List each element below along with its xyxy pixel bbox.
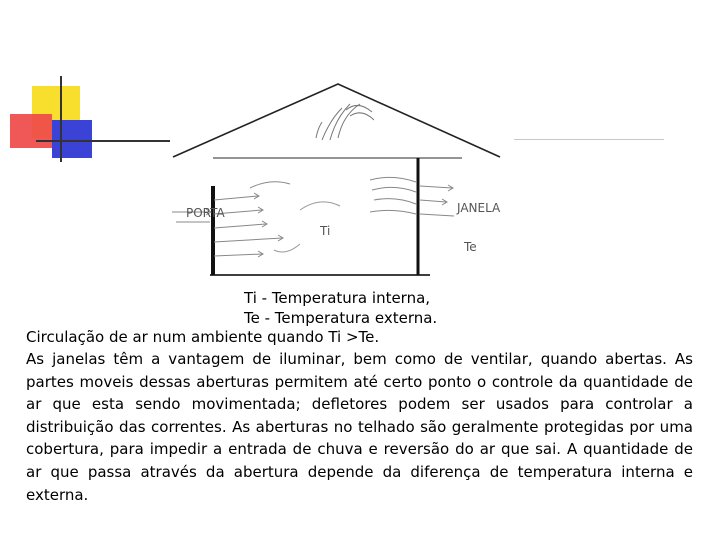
window-label: JANELA: [457, 201, 501, 215]
external-temp-label: Te: [464, 240, 477, 254]
door-label: PORTA: [186, 206, 225, 220]
legend-external-temp: Te - Temperatura externa.: [244, 309, 438, 327]
roof-airflow-arrows: [316, 104, 374, 140]
body-paragraph: As janelas têm a vantagem de iluminar, bem como de ventilar, quando abertas. As partes moveis dessas aberturas permitem até certo ponto o controle da quantidade de ar que esta sendo movimentada; defletores podem ser usados para controlar a distribuição das correntes. As aberturas no telhado são geralmente protegidas por uma cobertura, para impedir a entrada de chuva e reversão do ar que sai. A quantidade de ar que passa através da abertura depende da diferença de temperatura interna e externa.: [26, 350, 693, 504]
internal-temp-label: Ti: [320, 224, 331, 238]
roof: [173, 84, 500, 157]
legend-internal-temp: Ti - Temperatura interna,: [244, 289, 431, 307]
figure-caption: Circulação de ar num ambiente quando Ti >Te.: [26, 328, 380, 346]
window-outflow-arrows: [370, 177, 454, 216]
